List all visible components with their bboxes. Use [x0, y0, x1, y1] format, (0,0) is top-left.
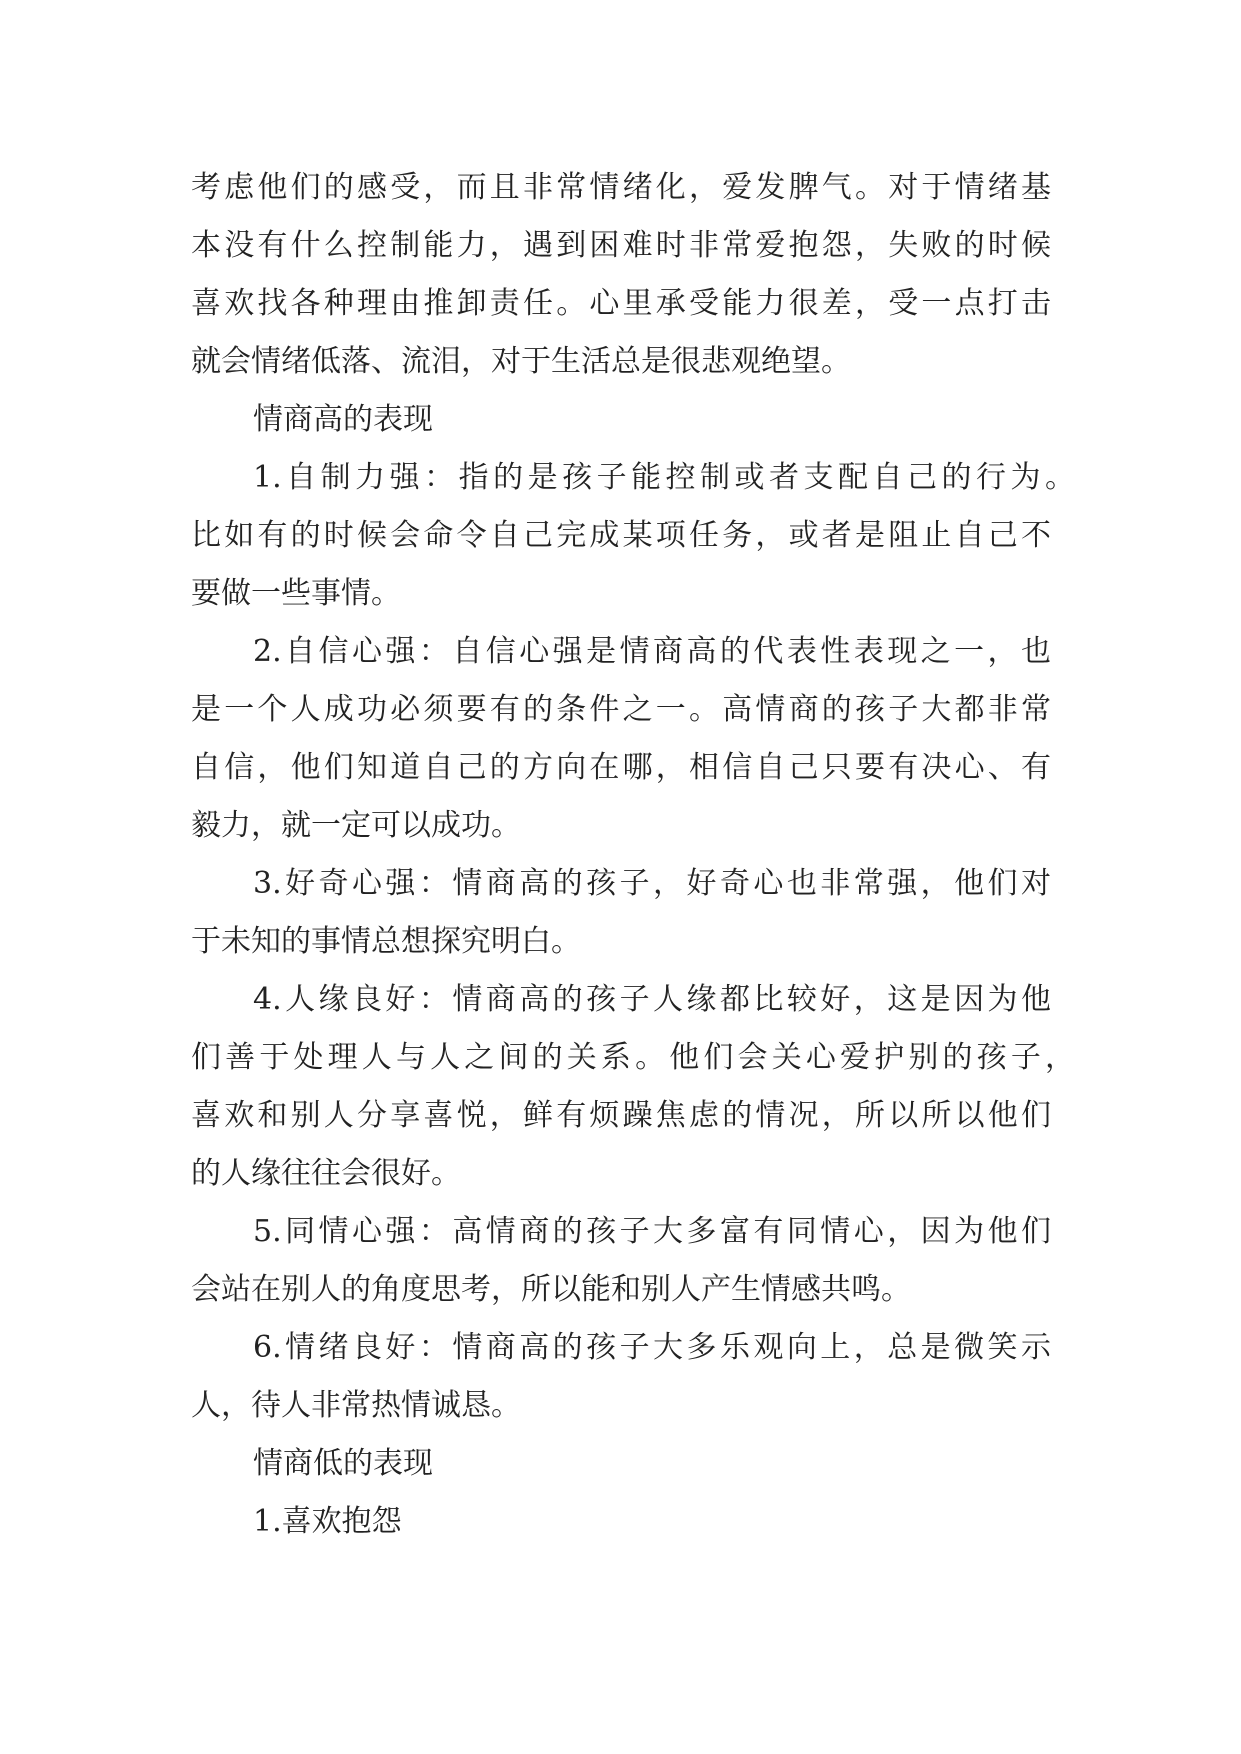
- list-item-start: 1.自制力强：指的是孩子能控制或者支配自己的行为。: [253, 460, 1075, 495]
- section-heading: 情商低的表现: [253, 1446, 433, 1481]
- text-line: 就会情绪低落、流泪，对于生活总是很悲观绝望。: [191, 344, 851, 379]
- list-item-start: 5.同情心强：高情商的孩子大多富有同情心，因为他们: [253, 1214, 1051, 1249]
- text-line: 比如有的时候会命令自己完成某项任务，或者是阻止自己不: [191, 518, 1051, 553]
- text-line: 喜欢找各种理由推卸责任。心里承受能力很差，受一点打击: [191, 286, 1051, 321]
- text-line: 人，待人非常热情诚恳。: [191, 1388, 521, 1423]
- text-line: 会站在别人的角度思考，所以能和别人产生情感共鸣。: [191, 1272, 911, 1307]
- text-line: 自信，他们知道自己的方向在哪，相信自己只要有决心、有: [191, 750, 1051, 785]
- list-item-start: 2.自信心强：自信心强是情商高的代表性表现之一，也: [253, 634, 1051, 669]
- section-heading: 情商高的表现: [253, 402, 433, 437]
- text-line: 们善于处理人与人之间的关系。他们会关心爱护别的孩子，: [191, 1040, 1075, 1075]
- text-line: 本没有什么控制能力，遇到困难时非常爱抱怨，失败的时候: [191, 228, 1051, 263]
- text-line: 的人缘往往会很好。: [191, 1156, 461, 1191]
- text-line: 于未知的事情总想探究明白。: [191, 924, 581, 959]
- list-item-start: 4.人缘良好：情商高的孩子人缘都比较好，这是因为他: [253, 982, 1051, 1017]
- text-line: 毅力，就一定可以成功。: [191, 808, 521, 843]
- list-item-start: 6.情绪良好：情商高的孩子大多乐观向上，总是微笑示: [253, 1330, 1051, 1365]
- list-item-start: 1.喜欢抱怨: [253, 1504, 402, 1539]
- text-line: 考虑他们的感受，而且非常情绪化，爱发脾气。对于情绪基: [191, 170, 1051, 205]
- text-line: 是一个人成功必须要有的条件之一。高情商的孩子大都非常: [191, 692, 1051, 727]
- list-item-start: 3.好奇心强：情商高的孩子，好奇心也非常强，他们对: [253, 866, 1051, 901]
- text-line: 要做一些事情。: [191, 576, 401, 611]
- text-line: 喜欢和别人分享喜悦，鲜有烦躁焦虑的情况，所以所以他们: [191, 1098, 1051, 1133]
